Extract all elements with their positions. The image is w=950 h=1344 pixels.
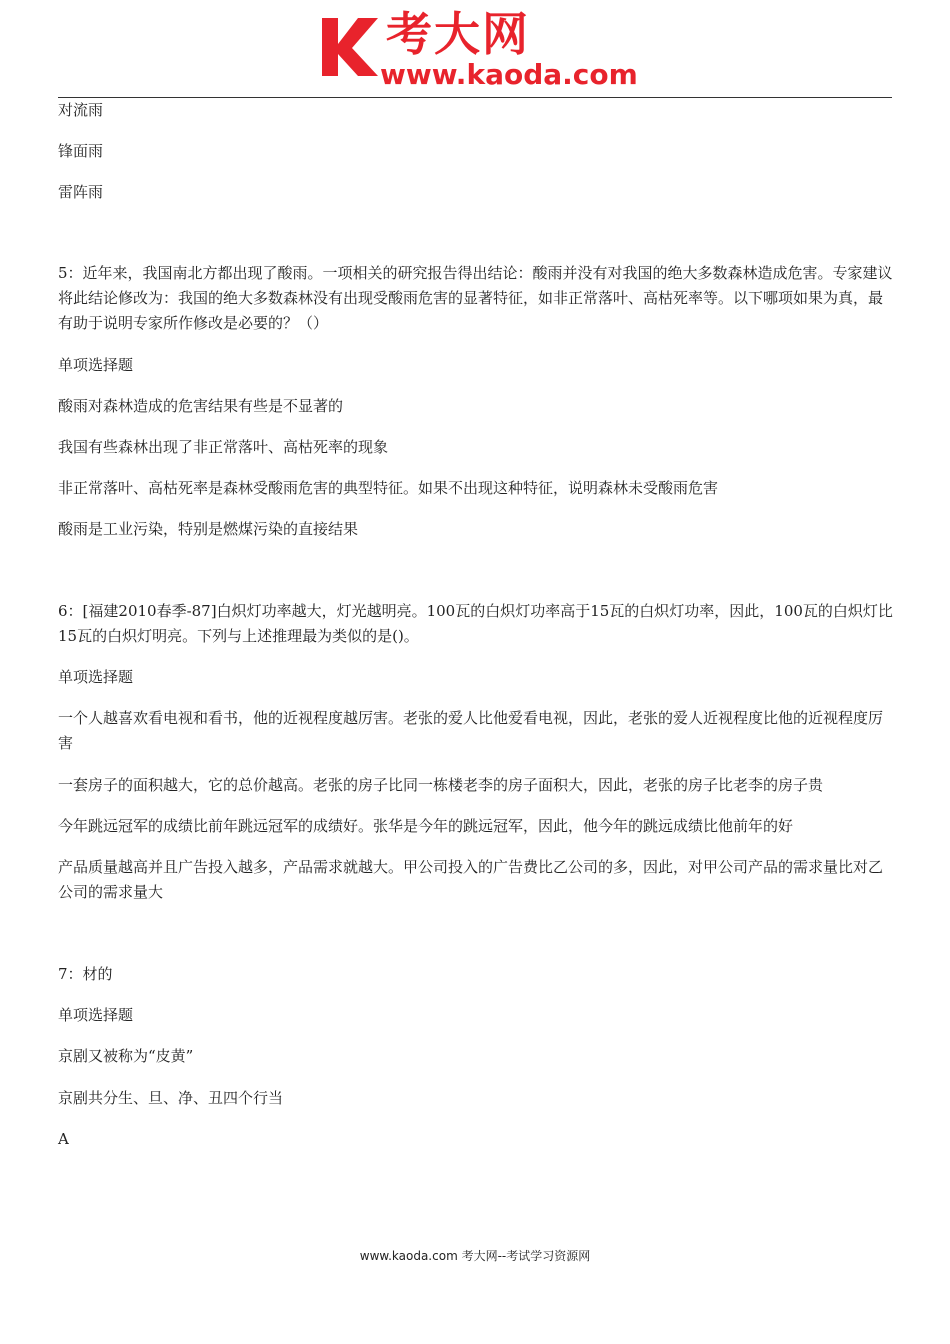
option-item: 锋面雨 (58, 142, 104, 160)
question-5-stem: 5：近年来，我国南北方都出现了酸雨。一项相关的研究报告得出结论：酸雨并没有对我国的绝大多数森林造成危害。专家建议将此结论修改为：我国的绝大多数森林没有出现受酸雨危害的显著特征，如非正常落叶、高枯死率等。以下哪项如果为真，最有助于说明专家所作修改是必要的？（） (58, 264, 893, 332)
question-6-option: 产品质量越高并且广告投入越多，产品需求就越大。甲公司投入的广告费比乙公司的多，因此，对甲公司产品的需求量比对乙公司的需求量大 (58, 858, 884, 901)
question-5-option: 我国有些森林出现了非正常落叶、高枯死率的现象 (58, 438, 389, 456)
header-divider (58, 97, 892, 98)
question-6-option: 今年跳远冠军的成绩比前年跳远冠军的成绩好。张华是今年的跳远冠军，因此，他今年的跳远成绩比他前年的好 (58, 817, 794, 835)
question-7-option: 京剧共分生、旦、净、丑四个行当 (58, 1089, 284, 1107)
question-7-type: 单项选择题 (58, 1006, 134, 1024)
question-7-option: 京剧又被称为“皮黄” (58, 1047, 194, 1065)
question-6-option: 一套房子的面积越大，它的总价越高。老张的房子比同一栋楼老李的房子面积大，因此，老张的房子比老李的房子贵 (58, 776, 824, 794)
option-item: 雷阵雨 (58, 183, 104, 201)
question-7-option: A (58, 1130, 69, 1148)
question-6-stem: 6：[福建2010春季-87]白炽灯功率越大，灯光越明亮。100瓦的白炽灯功率高于15瓦的白炽灯功率，因此，100瓦的白炽灯比15瓦的白炽灯明亮。下列与上述推理最为类似的是()。 (58, 602, 893, 645)
question-5-option: 非正常落叶、高枯死率是森林受酸雨危害的典型特征。如果不出现这种特征，说明森林未受酸雨危害 (58, 479, 719, 497)
logo-url: www.kaoda.com (380, 58, 638, 91)
page-header (0, 0, 950, 98)
question-6-type: 单项选择题 (58, 668, 134, 686)
logo-title: 考大网 (386, 7, 530, 61)
question-5-type: 单项选择题 (58, 356, 134, 374)
question-6-option: 一个人越喜欢看电视和看书，他的近视程度越厉害。老张的爱人比他爱看电视，因此，老张的爱人近视程度比他的近视程度厉害 (58, 709, 884, 752)
option-item: 对流雨 (58, 101, 104, 119)
page-footer: www.kaoda.com 考大网--考试学习资源网 (359, 1249, 591, 1263)
kaoda-k-logo-icon (320, 14, 380, 80)
question-5-option: 酸雨是工业污染，特别是燃煤污染的直接结果 (58, 520, 359, 538)
question-7-stem: 7：材的 (58, 965, 113, 983)
question-5-option: 酸雨对森林造成的危害结果有些是不显著的 (58, 397, 344, 415)
